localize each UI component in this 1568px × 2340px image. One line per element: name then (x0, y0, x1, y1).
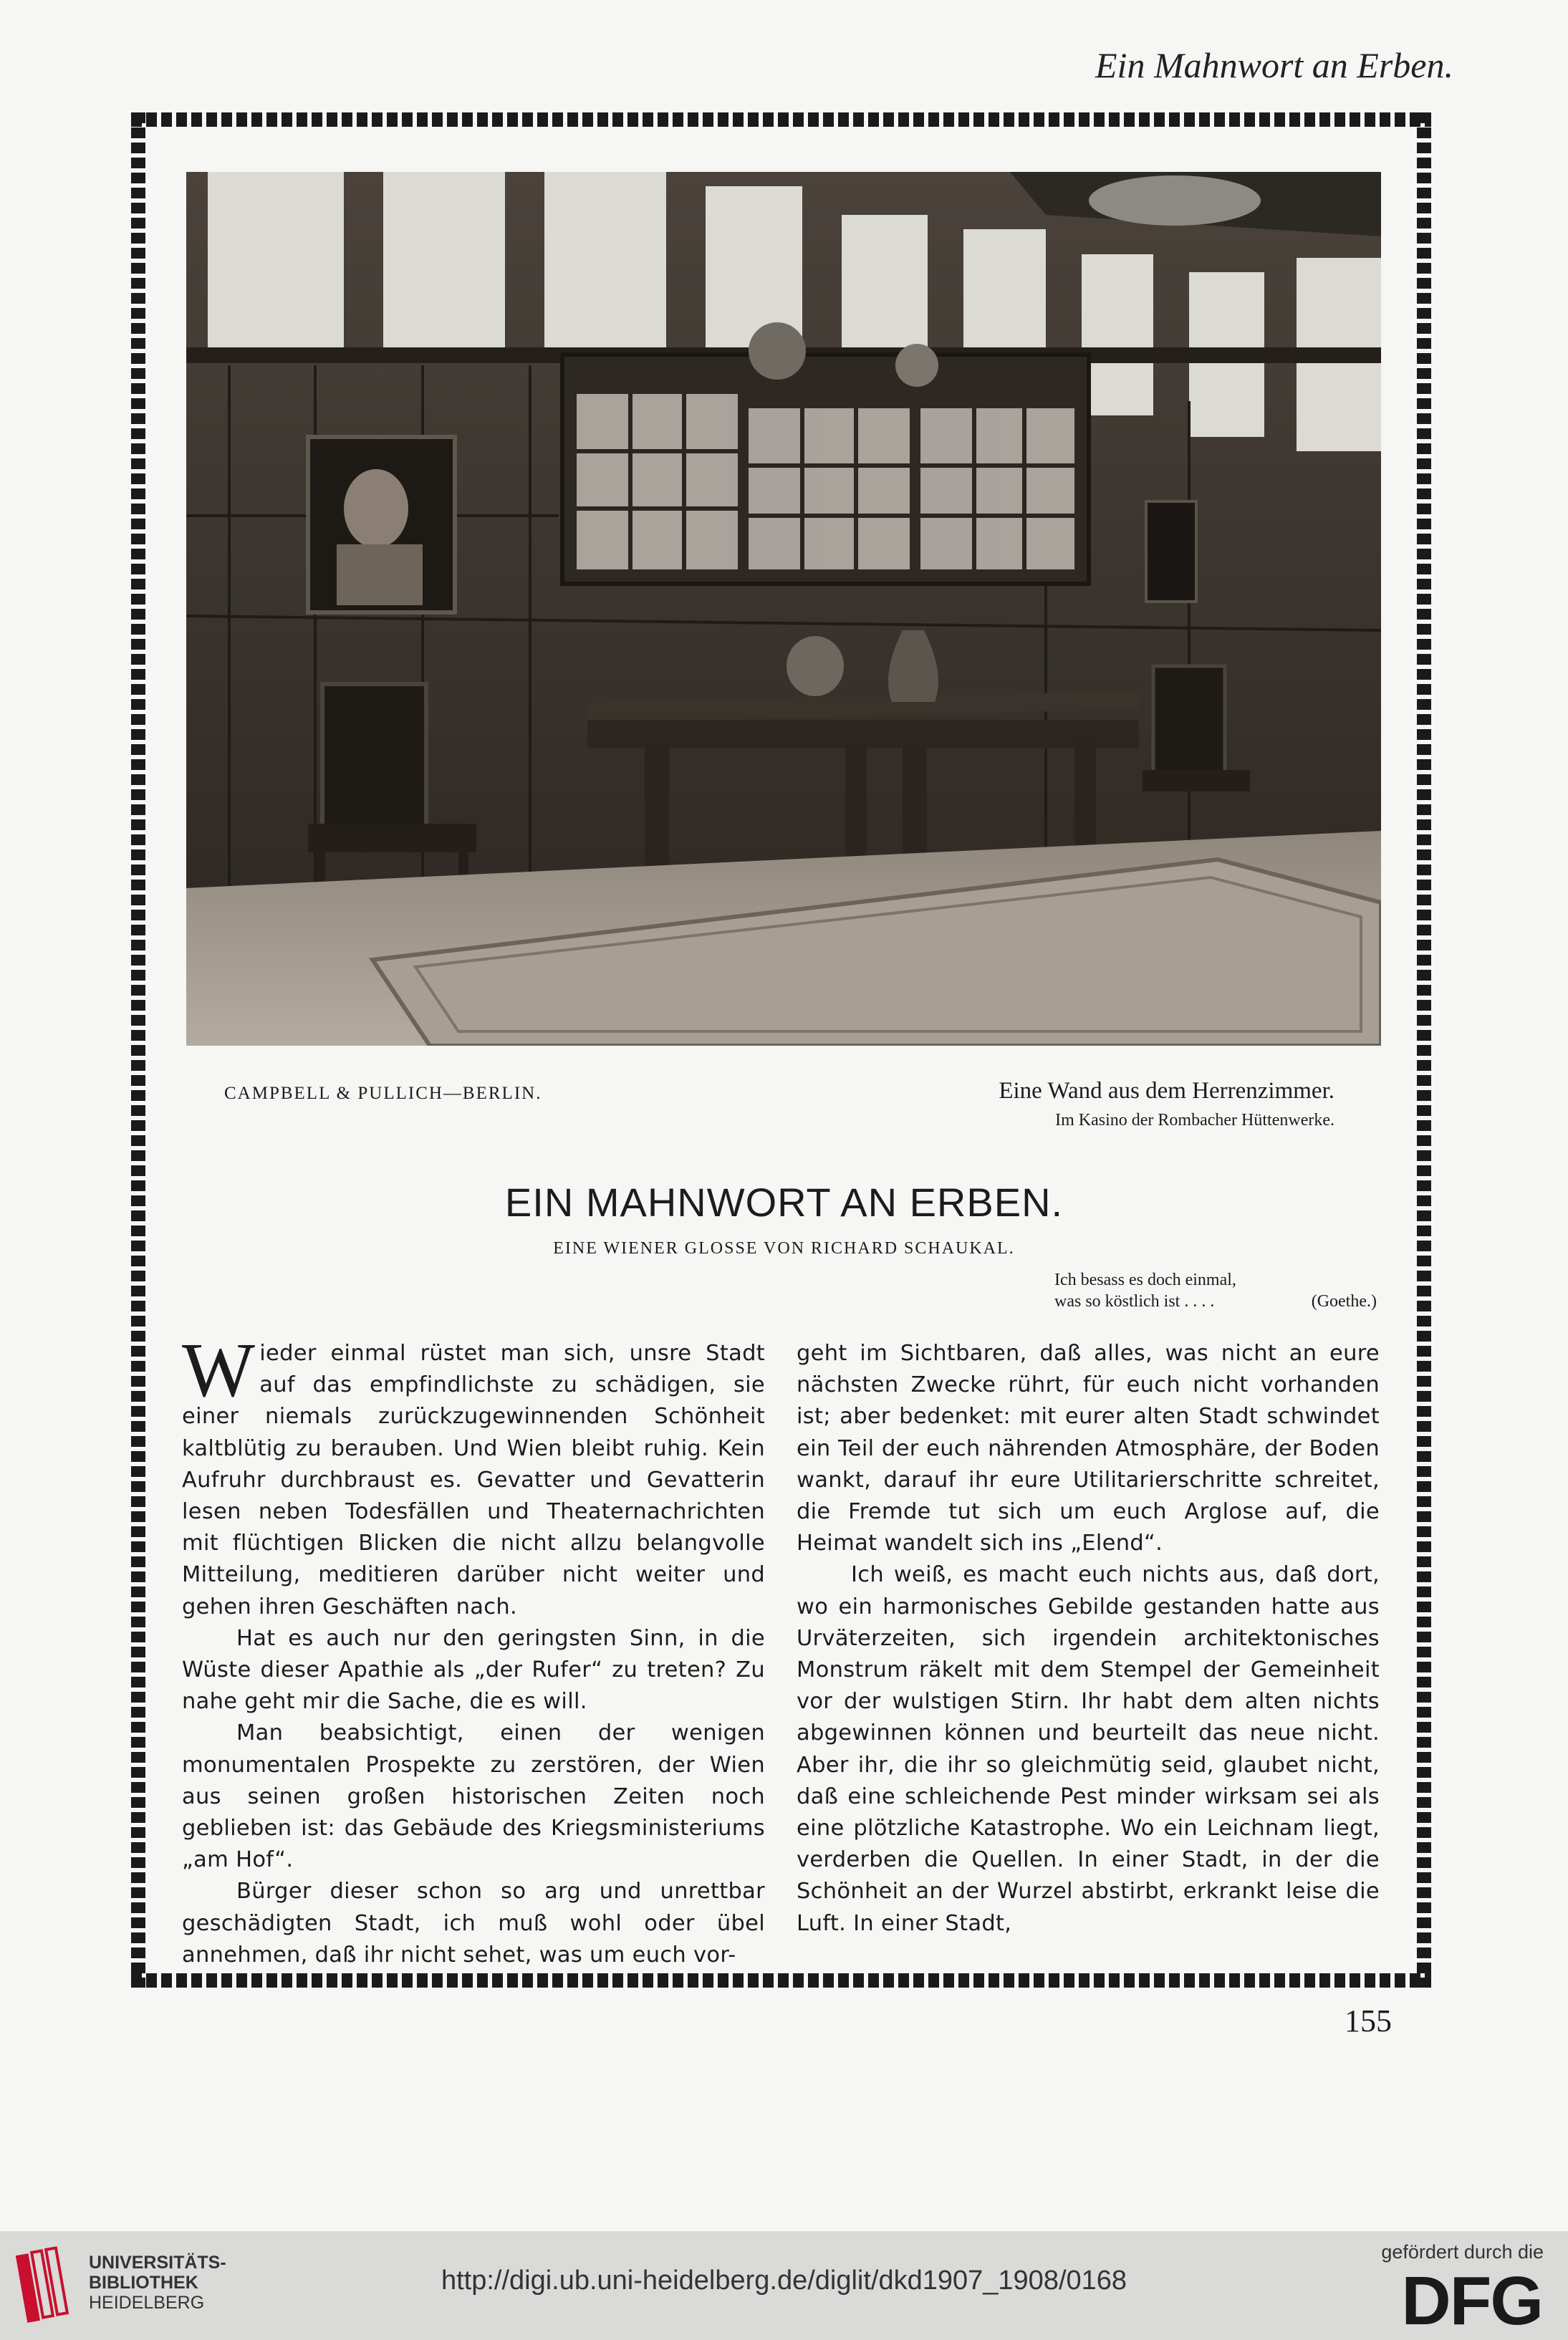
paragraph: Ich weiß, es macht euch nichts aus, daß dort, wo ein harmonisches Gebilde gestanden hatte aus Urväterzeiten, sich irgendein architektonisches Monstrum räkelt mit dem Stempel der Gemeinheit vor der wulstigen Stirn. Ihr habt dem alten nichts abgewinnen können und beurteilt das neue nicht. Aber ihr, die ihr so gleichmütig seid, glaubet nicht, daß eine schleichende Pest minder wirksam sei als eine plötzliche Katastrophe. Wo ein Leichnam liegt, verderben die Quellen. In einer Stadt, in der die Schönheit an der Wurzel abstirbt, erkrankt leise die Luft. In einer Stadt, (797, 1562, 1380, 1936)
border-left (131, 112, 145, 1988)
text-column-right (797, 1338, 1380, 1940)
border-right (1417, 112, 1431, 1988)
drop-cap: W (182, 1328, 256, 1413)
library-name-line-2: BIBLIOTHEK (89, 2273, 198, 2293)
motto-line-1: Ich besass es doch einmal, (1054, 1271, 1236, 1289)
photo-caption-credit: CAMPBELL & PULLICH—BERLIN. (224, 1084, 542, 1103)
paragraph: Hat es auch nur den geringsten Sinn, in die Wüste dieser Apathie als „der Rufer“ zu treten? Zu nahe geht mir die Sache, die es will. (182, 1625, 765, 1715)
running-head: Ein Mahnwort an Erben. (1095, 45, 1453, 85)
page-number: 155 (1345, 2003, 1392, 2038)
paragraph-text: ieder einmal rüstet man sich, unsre Stadt auf das empfindlichste zu schädigen, sie einer niemals zurückzugewinnenden Schönheit kaltblütig zu berauben. Und Wien bleibt ruhig. Kein Aufruhr durchbraust es. Gevatter und Gevatterin lesen neben Todesfällen und Theaternachrichten mit flüchtigen Blicken die nicht allzu belangvolle Mitteilung, meditieren darüber nicht weiter und gehen ihren Geschäften nach. (182, 1341, 765, 1619)
funding-label: gefördert durch die (1381, 2241, 1544, 2263)
article-title: EIN MAHNWORT AN ERBEN. (504, 1180, 1064, 1225)
paragraph: Bürger dieser schon so arg und unrettbar geschädigten Stadt, ich muß wohl oder übel annehmen, daß ihr nicht sehet, was um euch vor- (182, 1879, 765, 1968)
motto-quote (1054, 1269, 1377, 1312)
photo-caption-location: Im Kasino der Rombacher Hüttenwerke. (1055, 1111, 1334, 1130)
paragraph (182, 1328, 765, 1623)
border-top (131, 112, 1431, 127)
article-subtitle: EINE WIENER GLOSSE VON RICHARD SCHAUKAL. (553, 1239, 1015, 1258)
library-name-line-1: UNIVERSITÄTS- (89, 2253, 226, 2273)
text-column-left (182, 1328, 765, 1971)
motto-source: (Goethe.) (1311, 1292, 1377, 1311)
paragraph: Man beabsichtigt, einen der wenigen monumentalen Prospekte zu zerstören, der Wien aus seinen großen historischen Zeiten noch geblieben ist: das Gebäude des Kriegsministeriums „am Hof“. (182, 1720, 765, 1873)
digitization-banner (0, 2231, 1568, 2340)
motto-line-2 (1054, 1291, 1377, 1312)
border-bottom (131, 1973, 1431, 1988)
library-name-line-3: HEIDELBERG (89, 2293, 205, 2313)
motto-line-2-text: was so köstlich ist . . . . (1054, 1292, 1215, 1311)
paragraph: geht im Sichtbaren, daß alles, was nicht an eure nächsten Zwecke rührt, für euch nicht vorhanden ist; aber bedenket: mit eurer alten Stadt schwindet ein Teil der euch nährenden Atmosphäre, der Boden wankt, darauf ihr eure Utilitarierschritte schreitet, die Fremde tut sich um euch Arglose auf, die Heimat wandelt sich ins „Elend“. (797, 1341, 1380, 1556)
permalink-url[interactable]: http://digi.ub.uni-heidelberg.de/diglit/dkd1907_1908/0168 (441, 2266, 1127, 2296)
photo-caption-title: Eine Wand aus dem Herrenzimmer. (999, 1078, 1334, 1104)
interior-photograph (186, 172, 1381, 1046)
dfg-logo: DFG (1401, 2263, 1542, 2339)
